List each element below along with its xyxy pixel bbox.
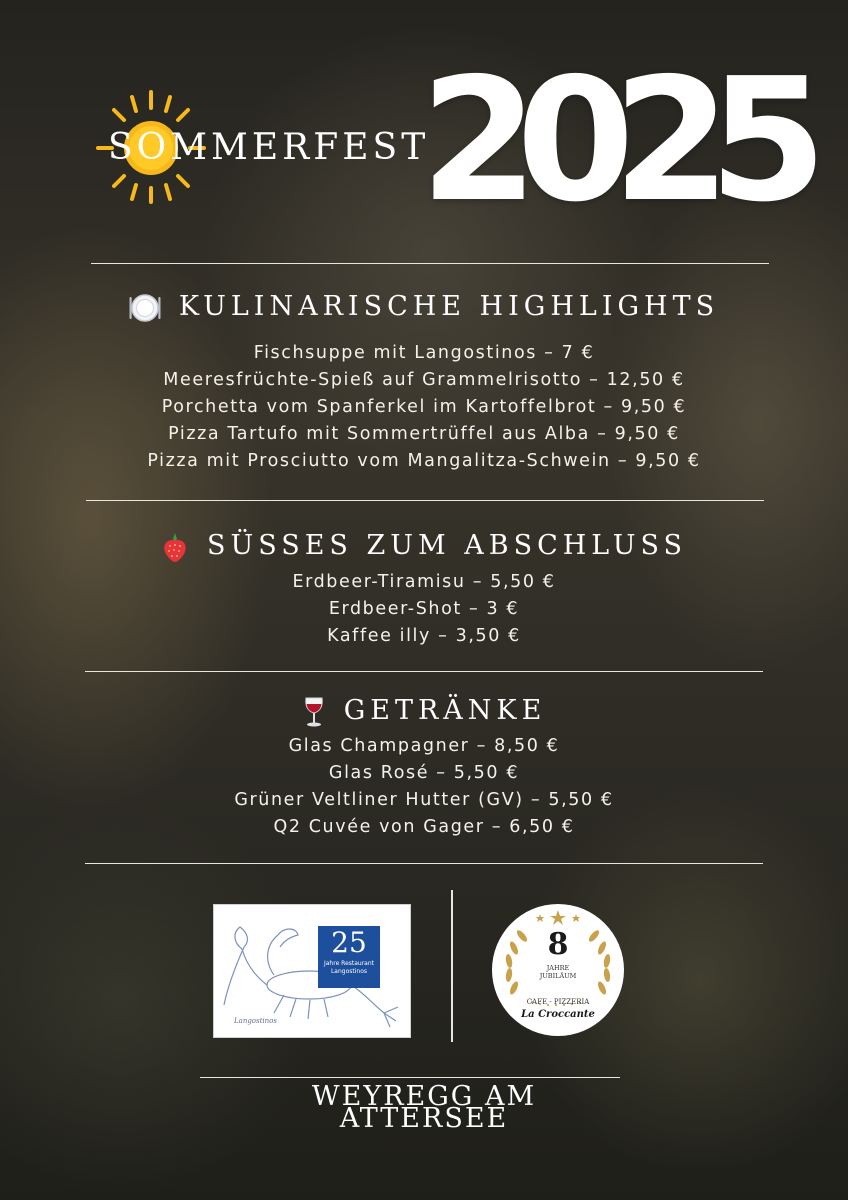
croccante-type: CAFE - PIZZERIA xyxy=(526,998,590,1006)
anniversary-label-line1: Jahre Restaurant xyxy=(323,960,375,967)
croccante-number: 8 xyxy=(547,927,569,962)
section-heading-label: GETRÄNKE xyxy=(343,695,547,726)
menu-item: Glas Rosé – 5,50 € xyxy=(328,763,520,783)
menu-item: Porchetta vom Spanferkel im Kartoffelbrot – 9,50 € xyxy=(161,397,687,417)
section-heading-dessert xyxy=(0,529,848,563)
menu-item: Fischsuppe mit Langostinos – 7 € xyxy=(253,343,595,363)
anniversary-badge xyxy=(318,926,380,988)
croccante-jubilee: JUBILÄUM xyxy=(539,972,577,980)
svg-text:Langostinos: Langostinos xyxy=(234,1017,277,1025)
location-line2: ATTERSEE xyxy=(339,1103,509,1134)
divider xyxy=(85,863,763,864)
divider xyxy=(86,500,764,501)
menu-item: Grüner Veltliner Hutter (GV) – 5,50 € xyxy=(234,790,614,810)
menu-item: Meeresfrüchte-Spieß auf Grammelrisotto – 12,50 € xyxy=(163,370,685,390)
croccante-years: JAHRE xyxy=(546,964,570,972)
section-heading-label: KULINARISCHE HIGHLIGHTS xyxy=(178,291,720,322)
location-line1: WEYREGG AM xyxy=(311,1081,537,1112)
event-title: SOMMERFEST xyxy=(108,127,430,168)
section-heading-drinks xyxy=(0,694,848,728)
menu-item: Erdbeer-Shot – 3 € xyxy=(328,599,520,619)
menu-item: Kaffee illy – 3,50 € xyxy=(327,626,521,646)
section-heading-label: SÜSSES ZUM ABSCHLUSS xyxy=(206,530,688,561)
lobster-icon xyxy=(214,905,410,1037)
section-heading-culinary xyxy=(0,290,848,324)
menu-list-culinary xyxy=(0,340,848,475)
langostinos-logo xyxy=(213,904,411,1038)
menu-list-drinks xyxy=(0,733,848,841)
plate-icon xyxy=(129,292,161,324)
menu-item: Pizza mit Prosciutto vom Mangalitza-Schwein – 9,50 € xyxy=(147,451,701,471)
event-year: 2025 xyxy=(420,42,806,240)
la-croccante-logo xyxy=(492,904,624,1036)
anniversary-label-line2: Langostinos xyxy=(330,968,368,975)
menu-list-dessert xyxy=(0,569,848,650)
anniversary-number: 25 xyxy=(331,926,367,959)
wine-glass-icon xyxy=(302,696,326,728)
divider xyxy=(200,1077,620,1078)
menu-item: Glas Champagner – 8,50 € xyxy=(288,736,560,756)
divider xyxy=(85,671,763,672)
location-text xyxy=(0,1081,848,1134)
croccante-name: La Croccante xyxy=(521,1009,595,1020)
menu-item: Erdbeer-Tiramisu – 5,50 € xyxy=(292,572,556,592)
strawberry-icon xyxy=(161,531,189,563)
divider xyxy=(91,263,769,264)
menu-item: Pizza Tartufo mit Sommertrüffel aus Alba – 9,50 € xyxy=(168,424,680,444)
vertical-divider xyxy=(451,890,453,1042)
menu-item: Q2 Cuvée von Gager – 6,50 € xyxy=(273,817,575,837)
